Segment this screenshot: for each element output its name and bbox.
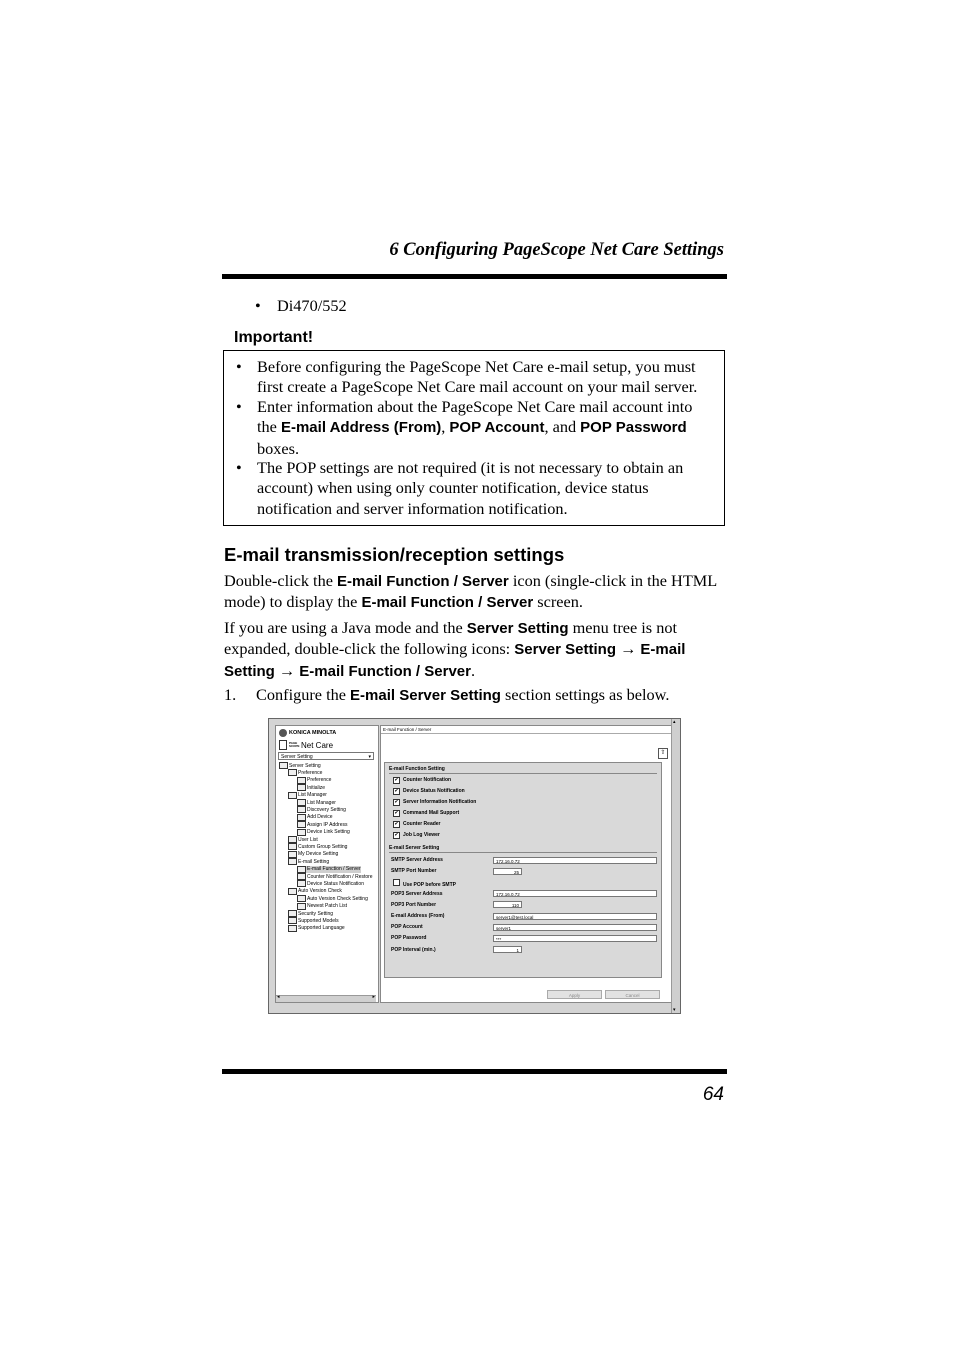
folder-icon (297, 777, 306, 784)
header-rule (222, 274, 727, 279)
tree-item-label: List Manager (298, 792, 327, 799)
folder-icon (288, 843, 297, 850)
text-input[interactable]: 25 (493, 868, 522, 875)
tree-item-label: My Device Setting (298, 851, 339, 858)
embedded-screenshot (268, 718, 681, 1014)
product-small-text: PAGE SCOPE (289, 741, 300, 748)
tree-item-label: User List (298, 836, 318, 843)
tree-item-label: Preference (298, 769, 323, 776)
folder-icon (288, 769, 297, 776)
folder-icon (297, 829, 306, 836)
folder-icon (297, 880, 306, 887)
folder-icon (288, 925, 297, 932)
tree-item[interactable] (297, 895, 368, 902)
field-label-text: SMTP Server Address (391, 857, 443, 863)
checkbox-checked-icon[interactable]: ✔ (394, 788, 399, 794)
tree-item[interactable] (288, 769, 322, 776)
scroll-left-icon: ◂ (277, 994, 280, 1000)
text-input[interactable]: 172.16.0.72 (493, 857, 657, 864)
field-label-text: Use POP before SMTP (403, 882, 456, 889)
section-heading: E-mail transmission/reception settings (224, 544, 565, 565)
tree-item-label: Add Device (307, 814, 333, 821)
tree-item-label: E-mail Setting (298, 858, 330, 865)
scroll-right-icon: ▸ (372, 994, 375, 1000)
checkbox-checked-icon[interactable]: ✔ (394, 832, 399, 838)
field-label-text: POP3 Server Address (391, 890, 443, 897)
field-label (391, 868, 436, 875)
tree-item-label: List Manager (307, 799, 336, 806)
checkbox-label: Job Log Viewer (403, 832, 440, 838)
tree-item[interactable] (288, 858, 329, 865)
folder-icon (297, 799, 306, 806)
tree-item[interactable] (297, 829, 350, 836)
tree-item-label: Assign IP Address (307, 821, 348, 828)
tree-item[interactable] (297, 903, 347, 910)
folder-icon (279, 762, 288, 769)
text-input[interactable]: 1 (493, 946, 522, 953)
function-checkbox-row[interactable] (393, 788, 465, 795)
chevron-down-icon: ▾ (368, 754, 371, 760)
field-label (391, 902, 436, 909)
tree-item-label: Preference (307, 777, 332, 784)
checkbox-checked-icon[interactable]: ✔ (394, 821, 399, 827)
important-item-3: • The POP settings are not required (it is not necessary to obtain an account) when using only counter notification, device status notification and server information notification. (236, 458, 684, 518)
folder-icon (297, 903, 306, 910)
checkbox-label: Device Status Notification (403, 788, 465, 794)
apply-button[interactable]: Apply (547, 990, 602, 999)
field-label (391, 947, 436, 954)
field-label (391, 924, 423, 931)
text-input[interactable]: server1@test.local (493, 913, 657, 920)
function-checkbox-row[interactable] (393, 777, 451, 784)
tree-item[interactable] (288, 888, 342, 895)
tree-item[interactable] (288, 917, 339, 924)
tree-item[interactable] (297, 821, 348, 828)
folder-icon (297, 895, 306, 902)
folder-icon (288, 792, 297, 799)
tree-item[interactable] (297, 814, 333, 821)
important-item-1: • Before configuring the PageScope Net Care e-mail setup, you must first create a PageScope Net Care mail account on your mail server. (236, 357, 698, 397)
divider (389, 852, 657, 853)
folder-icon (288, 851, 297, 858)
field-label (391, 857, 443, 864)
tree-item[interactable] (297, 777, 331, 784)
checkbox-unchecked-icon[interactable] (393, 879, 400, 886)
folder-icon (288, 910, 297, 917)
important-item-2: • Enter information about the PageScope Net Care mail account into the E-mail Address (From), POP Account, and POP Password boxes. (236, 397, 693, 458)
important-box (223, 350, 725, 526)
tree-item-label: Auto Version Check Setting (307, 895, 368, 902)
tree-item-label: Auto Version Check (298, 888, 342, 895)
tree-item-label: Counter Notification / Restore (307, 873, 373, 880)
dropdown-value: Server Setting (281, 754, 313, 760)
tree-item[interactable] (288, 925, 345, 932)
field-label-text: POP3 Port Number (391, 901, 437, 908)
text-input[interactable]: server1 (493, 924, 657, 931)
folder-icon (297, 806, 306, 813)
checkbox-label: Server Information Notification (403, 799, 477, 805)
cancel-button[interactable]: Cancel (605, 990, 660, 999)
field-label (391, 913, 444, 920)
tree-item-label: Supported Models (298, 917, 339, 924)
server-setting-header: E-mail Server Setting (389, 845, 440, 851)
function-checkbox-row[interactable] (393, 821, 441, 828)
logo-icon (279, 729, 287, 737)
field-label (391, 891, 443, 898)
checkbox-checked-icon[interactable]: ✔ (394, 777, 399, 783)
text-input[interactable]: *** (493, 935, 657, 942)
step-number: 1. (224, 685, 237, 704)
vertical-scrollbar[interactable] (671, 719, 680, 1013)
field-label-text: POP Interval (min.) (391, 946, 436, 953)
tree-item[interactable] (297, 799, 336, 806)
product-icon (279, 740, 287, 750)
folder-icon (288, 888, 297, 895)
paragraph-2: If you are using a Java mode and the Server Setting menu tree is not expanded, double-click the following icons: Server Setting → E-mail Setting → E-mail Function / Server. (224, 618, 686, 680)
function-checkbox-row[interactable] (393, 799, 476, 806)
folder-icon (297, 814, 306, 821)
tree-item-label: Initialize (307, 784, 326, 791)
tree-item[interactable] (288, 851, 338, 858)
paragraph-1: Double-click the E-mail Function / Server icon (single-click in the HTML mode) to display the E-mail Function / Server screen. (224, 571, 717, 612)
checkbox-checked-icon[interactable]: ✔ (394, 810, 399, 816)
tree-item-label: Discovery Setting (307, 806, 346, 813)
folder-icon (297, 866, 306, 873)
tree-item[interactable] (297, 784, 325, 791)
tree-item-label: Newest Patch List (307, 903, 348, 910)
view-dropdown[interactable] (278, 752, 374, 760)
field-label (393, 879, 456, 889)
up-arrow-icon[interactable]: ⇧ (658, 748, 668, 759)
tree-item-label: Device Link Setting (307, 829, 350, 836)
brand-text: KONICA MINOLTA (289, 730, 337, 736)
folder-icon (288, 917, 297, 924)
tree-item[interactable] (297, 873, 373, 880)
chapter-title: 6 Configuring PageScope Net Care Settings (389, 240, 724, 260)
checkbox-label: Command Mail Support (403, 810, 460, 816)
text-input[interactable]: 172.16.0.72 (493, 890, 657, 897)
tree-item-label: Security Setting (298, 910, 334, 917)
model-name: Di470/552 (277, 296, 347, 315)
tree-item[interactable] (297, 806, 346, 813)
tree-item[interactable] (288, 792, 327, 799)
folder-icon (297, 873, 306, 880)
content-pane (380, 725, 673, 1003)
field-label-text: POP Account (391, 924, 423, 931)
settings-panel (384, 762, 662, 978)
screen-title: E-mail Function / Server (381, 726, 672, 734)
page-number: 64 (702, 1084, 724, 1105)
tree-item[interactable] (279, 762, 321, 769)
text-input[interactable]: 110 (493, 901, 522, 908)
tree-item[interactable] (288, 836, 318, 843)
step-1: 1. Configure the E-mail Server Setting section settings as below. (224, 685, 670, 704)
field-label-text: POP Password (391, 935, 427, 942)
function-setting-header: E-mail Function Setting (389, 766, 445, 772)
tree-item[interactable] (288, 910, 333, 917)
tree-item-label: Supported Language (298, 925, 345, 932)
scroll-up-icon: ▴ (673, 719, 676, 725)
tree-item[interactable] (288, 843, 347, 850)
checkbox-label: Counter Notification (403, 777, 452, 783)
folder-icon (297, 821, 306, 828)
tree-item[interactable] (297, 880, 364, 887)
product-logo (279, 740, 333, 750)
field-label-text: E-mail Address (From) (391, 913, 445, 919)
folder-icon (288, 836, 297, 843)
scroll-down-icon: ▾ (673, 1007, 676, 1013)
folder-icon (288, 858, 297, 865)
tree-item-label: Server Setting (289, 762, 321, 769)
checkbox-label: Counter Reader (403, 821, 441, 827)
tree-item-label: Custom Group Setting (298, 843, 348, 850)
checkbox-checked-icon[interactable]: ✔ (394, 799, 399, 805)
important-label: Important! (234, 329, 314, 346)
brand-logo (279, 729, 336, 737)
divider (389, 773, 657, 774)
footer-rule (222, 1069, 727, 1074)
tree-item[interactable] (297, 866, 361, 873)
model-bullet: • Di470/552 (255, 296, 347, 315)
function-checkbox-row[interactable] (393, 810, 459, 817)
function-checkbox-row[interactable] (393, 832, 440, 839)
tree-item-label: Device Status Notification (307, 880, 364, 887)
tree-item-label: E-mail Function / Server (307, 866, 361, 873)
folder-icon (297, 784, 306, 791)
horizontal-scrollbar[interactable] (276, 995, 376, 1002)
field-label (391, 935, 426, 942)
field-label-text: SMTP Port Number (391, 868, 437, 875)
product-text: Net Care (301, 740, 334, 750)
navigation-pane (275, 725, 379, 1003)
